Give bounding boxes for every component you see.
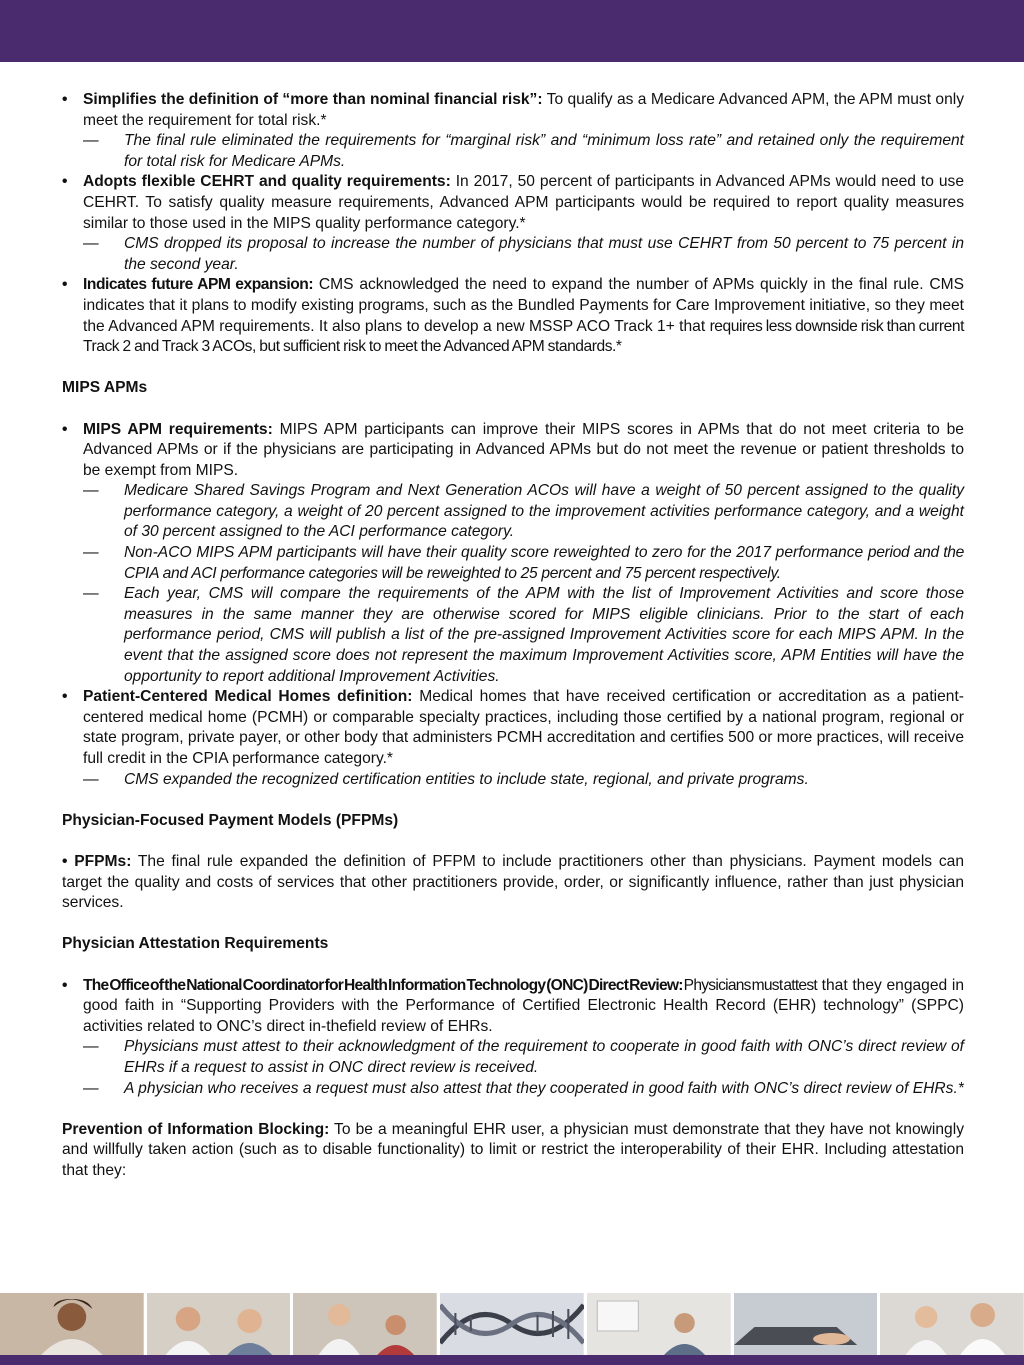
header-bar bbox=[0, 0, 1024, 62]
section-heading-attestation: Physician Attestation Requirements bbox=[62, 935, 329, 953]
information-blocking-paragraph bbox=[62, 1120, 964, 1182]
laboratory-photo bbox=[587, 1293, 731, 1355]
sub-item-text: A physician who receives a request must also attest that they cooperated in good faith with ONC’s direct review of EHRs.* bbox=[124, 1079, 964, 1097]
sub-item-text: Physicians must attest to their acknowledgment of the requirement to cooperate in good faith with ONC’s direct review of EHRs if a request to assist in ONC direct review is received. bbox=[124, 1038, 964, 1076]
sub-item-aco-weights bbox=[62, 481, 964, 543]
bullet-text: To qualify as a Medicare Advanced APM, the APM must only meet the requirement for total risk.* bbox=[83, 91, 965, 129]
bullet-nominal-risk bbox=[62, 90, 964, 131]
section-heading-mips-apms: MIPS APMs bbox=[62, 379, 148, 397]
bullet-glyph: • bbox=[62, 688, 68, 706]
photo-strip bbox=[0, 1293, 1024, 1355]
doctor-consult-photo bbox=[147, 1293, 291, 1355]
sub-item-text: CMS expanded the recognized certification entities to include state, regional, and private programs. bbox=[124, 770, 809, 788]
laptop-typing-photo bbox=[734, 1293, 878, 1355]
pfpm-paragraph bbox=[62, 852, 964, 914]
sub-item-total-risk bbox=[62, 131, 964, 172]
bullet-text: that they engaged in good faith in “Supporting Providers with the Performance of Certified Electronic Health Record (EHR) technology” (SPPC) activities related to ONC’s direct in-thefield review of EHRs. bbox=[83, 976, 965, 1035]
sub-item-improvement-activities bbox=[62, 584, 964, 687]
dna-helix-photo bbox=[440, 1293, 584, 1355]
smiling-woman-photo bbox=[0, 1293, 144, 1355]
bullet-title: Indicates future APM expansion: bbox=[83, 276, 314, 294]
paragraph-title: Prevention of Information Blocking: bbox=[62, 1120, 330, 1138]
sub-item-acknowledgment bbox=[62, 1037, 964, 1078]
dash-glyph: — bbox=[83, 1079, 99, 1097]
sub-item-text: Each year, CMS will compare the requirements of the APM with the list of Improvement Activities and score those measures in the same manner they are otherwise scored for MIPS eligible clinicians. Prior to the start of each performance period, CMS will publish a list of the pre-assigned Improvement Activities score for each MIPS APM. In the event that the assigned score does not represent the maximum Improvement Activities score, APM Entities will have the opportunity to report additional Improvement Activities. bbox=[124, 585, 964, 685]
dash-glyph: — bbox=[83, 482, 99, 500]
bullet-glyph: • bbox=[62, 276, 68, 294]
bullet-cehrt-quality bbox=[62, 172, 964, 234]
bullet-title: The Office of the National Coordinator for Health Information Technology (ONC) Direct Review: bbox=[83, 976, 683, 994]
physicians-team-photo bbox=[880, 1293, 1024, 1355]
bullet-text-condensed: requires less downside risk than current Track 2 and Track 3 ACOs, but sufficient risk to meet the Advanced APM standards.* bbox=[83, 317, 964, 356]
paragraph-text: The final rule expanded the definition of PFPM to include practitioners other than physicians. Payment models can target the quality and costs of services that other practitioners provide, order, or significantly influence, rather than just physician services. bbox=[62, 852, 964, 912]
dash-glyph: — bbox=[83, 1038, 99, 1056]
bullet-text-condensed: Physicians must attest bbox=[682, 976, 817, 994]
bullet-title: MIPS APM requirements: bbox=[83, 420, 273, 438]
bullet-pcmh-definition bbox=[62, 687, 964, 769]
sub-item-text: The final rule eliminated the requirements for “marginal risk” and “minimum loss rate” and retained only the requirement for total risk for Medicare APMs. bbox=[124, 132, 964, 170]
bullet-glyph: • bbox=[62, 91, 68, 108]
paragraph-title: • PFPMs: bbox=[62, 852, 132, 870]
sub-item-cooperated bbox=[62, 1079, 964, 1100]
dash-glyph: — bbox=[83, 770, 99, 788]
bullet-title: Patient-Centered Medical Homes definition: bbox=[83, 688, 413, 706]
bullet-text: MIPS APM participants can improve their MIPS scores in APMs that do not meet criteria to be Advanced APMs or if the physicians are participating in Advanced APMs but do not meet the revenue or patient thresholds to be exempt from MIPS. bbox=[83, 420, 964, 479]
bullet-text: CMS acknowledged the need to expand the number of APMs quickly in the final rule. CMS indicates that it plans to modify existing programs, such as the Bundled Payments for Care Improvement initiative, so they meet the Advanced APM requirements. It also plans to develop a new MSSP ACO Track 1+ that bbox=[83, 276, 964, 335]
dash-glyph: — bbox=[83, 544, 99, 562]
bullet-text: In 2017, 50 percent of participants in Advanced APMs would need to use CEHRT. To satisfy quality measure requirements, Advanced APM participants would be required to report quality measures similar to those used in the MIPS quality performance category.* bbox=[83, 173, 964, 232]
sub-item-text: Non-ACO MIPS APM participants will have their quality score reweighted to zero for the 2017 performance bbox=[124, 544, 868, 562]
bullet-apm-expansion bbox=[62, 275, 964, 357]
sub-item-text: Medicare Shared Savings Program and Next Generation ACOs will have a weight of 50 percent assigned to the quality performance category, a weight of 20 percent assigned to the improvement activities performance category, and a weight of 30 percent assigned to the ACI performance category. bbox=[124, 482, 964, 541]
dash-glyph: — bbox=[83, 585, 99, 603]
bullet-glyph: • bbox=[62, 173, 68, 191]
footer-bar bbox=[0, 1355, 1024, 1365]
dash-glyph: — bbox=[83, 132, 99, 150]
doctor-child-photo bbox=[293, 1293, 437, 1355]
sub-item-text: CMS dropped its proposal to increase the number of physicians that must use CEHRT from 50 percent to 75 percent in the second year. bbox=[124, 235, 964, 273]
document-body bbox=[62, 90, 964, 1181]
bullet-title: Adopts flexible CEHRT and quality requirements: bbox=[83, 173, 451, 191]
section-heading-pfpms: Physician-Focused Payment Models (PFPMs) bbox=[62, 811, 399, 829]
sub-item-non-aco bbox=[62, 543, 964, 584]
bullet-glyph: • bbox=[62, 420, 68, 438]
bullet-title: Simplifies the definition of “more than nominal financial risk”: bbox=[83, 91, 543, 108]
sub-item-certification-entities bbox=[62, 770, 964, 791]
bullet-onc-direct-review bbox=[62, 976, 964, 1038]
dash-glyph: — bbox=[83, 235, 99, 253]
sub-item-cehrt-proposal bbox=[62, 234, 964, 275]
bullet-text: Medical homes that have received certification or accreditation as a patient-centered medical home (PCMH) or comparable specialty practices, including those certified by a national program, regional or state program, private payer, or other body that administers PCMH accreditation and certifies 500 or more practices, will receive full credit in the CPIA performance category.* bbox=[83, 688, 964, 767]
paragraph-text: To be a meaningful EHR user, a physician must demonstrate that they have not knowingly and willfully taken action (such as to disable functionality) to limit or restrict the interoperability of their EHR. Including attestation that they: bbox=[62, 1120, 964, 1179]
bullet-glyph: • bbox=[62, 976, 68, 994]
bullet-mips-requirements bbox=[62, 420, 964, 482]
sub-item-text-condensed: period and the CPIA and ACI performance categories will be reweighted to 25 percent and 75 percent respectively. bbox=[124, 544, 964, 582]
